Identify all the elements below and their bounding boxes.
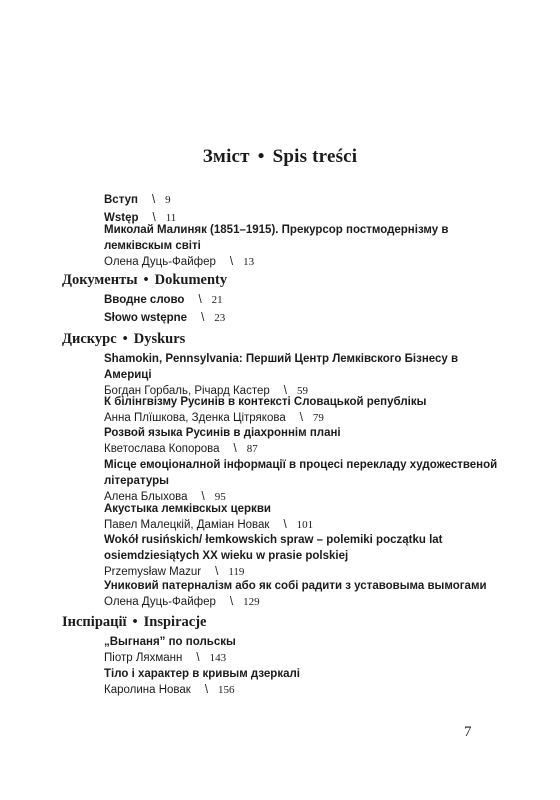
section-heading-discourse (62, 331, 185, 348)
entry-title: Тіло і характер в кривым дзеркалі (104, 668, 300, 680)
separator: \ (299, 412, 303, 424)
page-title (0, 146, 560, 168)
entry-author: Кветослава Копорова (104, 443, 220, 455)
toc-entry[interactable] (104, 292, 504, 308)
section-heading-left: Інспірації (62, 614, 127, 630)
separator: \ (229, 256, 234, 268)
title-bullet: • (257, 146, 265, 167)
entry-author: Пiотр Ляхманн (104, 652, 183, 664)
entry-author: Каролина Новак (104, 684, 191, 696)
entry-title: Уникoвий патерналізм або як собі радити з уставовыма вымогами (104, 580, 487, 592)
toc-entry[interactable] (104, 532, 504, 580)
toc-entry[interactable] (104, 501, 504, 533)
page-number: 11 (165, 212, 177, 224)
entry-title: Розвой языка Русинів в діахроннім плані (104, 427, 341, 439)
toc-entry[interactable] (104, 351, 504, 399)
toc-entry[interactable] (104, 457, 504, 505)
separator: \ (201, 491, 205, 503)
page-number: 129 (243, 596, 260, 608)
title-polish: Spis treści (272, 146, 358, 167)
separator: \ (196, 652, 200, 664)
page-number: 9 (165, 194, 171, 206)
toc-entry[interactable] (104, 192, 504, 208)
section-heading-right: Inspiracje (143, 614, 207, 630)
separator: \ (151, 194, 156, 206)
page-number: 87 (246, 443, 258, 455)
section-heading-right: Dokumenty (154, 272, 228, 288)
page-number: 13 (243, 256, 255, 268)
page-number: 119 (228, 566, 245, 578)
entry-author: Богдан Горбаль, Річард Кастер (104, 385, 270, 397)
entry-title: Миколай Малиняк (1851–1915). Прекурсор постмодернізму в лемківскым світі (104, 224, 449, 252)
entry-author: Павел Малецкій, Даміан Новак (104, 519, 270, 531)
section-heading-right: Dyskurs (133, 331, 186, 347)
entry-author: Олена Дуць-Файфер (104, 256, 216, 268)
toc-entry[interactable] (104, 394, 504, 426)
toc-entry[interactable] (104, 666, 504, 698)
entry-title: Акустыка лемківскых церкви (104, 503, 271, 515)
entry-title: „Выгнаня” по польскы (104, 636, 236, 648)
entry-title: Вводне слово (104, 294, 185, 306)
heading-bullet: • (143, 272, 149, 288)
page-number: 156 (218, 684, 235, 696)
toc-entry[interactable] (104, 578, 504, 610)
page-number: 95 (214, 491, 226, 503)
entry-title: Słowo wstępne (104, 312, 188, 324)
page-folio: 7 (464, 724, 472, 740)
page-number: 23 (214, 312, 226, 324)
entry-title: Wokół rusińskich/ łemkowskich spraw – polemiki początku lat osiemdziesiątych XX wieku w prasie polskiej (104, 534, 443, 562)
section-heading-inspirations (62, 614, 206, 631)
toc-entry[interactable] (104, 222, 504, 270)
section-heading-left: Документы (62, 272, 138, 288)
entry-author: Олена Дуць-Файфер (104, 596, 216, 608)
separator: \ (215, 566, 219, 578)
entry-title: Вступ (104, 194, 138, 206)
toc-entry[interactable] (104, 425, 504, 457)
page-number: 79 (312, 412, 324, 424)
page-number: 59 (296, 385, 308, 397)
section-heading-documents (62, 272, 227, 289)
separator: \ (283, 519, 287, 531)
separator: \ (283, 385, 287, 397)
entry-author: Przemysław Mazur (104, 566, 202, 578)
separator: \ (201, 312, 205, 324)
entry-title: Shamokin, Pennsylvania: Перший Центр Лемківского Бізнесу в Америці (104, 353, 459, 381)
separator: \ (204, 684, 209, 696)
toc-entry[interactable] (104, 634, 504, 666)
separator: \ (152, 212, 156, 224)
separator: \ (233, 443, 237, 455)
entry-author: Алена Блыхова (104, 491, 188, 503)
entry-title: К білінгвізму Русинів в контексті Словацькой републікы (104, 396, 427, 408)
separator: \ (229, 596, 234, 608)
page-number: 143 (209, 652, 227, 664)
toc-entry[interactable] (104, 310, 504, 326)
entry-title: Місце емоціоналной інформації в процесі перекладу художественой літературы (104, 459, 498, 487)
entry-title: Wstęp (104, 212, 139, 224)
heading-bullet: • (122, 331, 128, 347)
title-ukrainian: Зміст (202, 146, 250, 167)
page-number: 101 (296, 519, 314, 531)
entry-author: Анна Плїшкова, Зденка Цітрякова (104, 412, 286, 424)
section-heading-left: Дискурс (62, 331, 117, 347)
heading-bullet: • (132, 614, 138, 630)
page-number: 21 (211, 294, 223, 306)
separator: \ (198, 294, 202, 306)
